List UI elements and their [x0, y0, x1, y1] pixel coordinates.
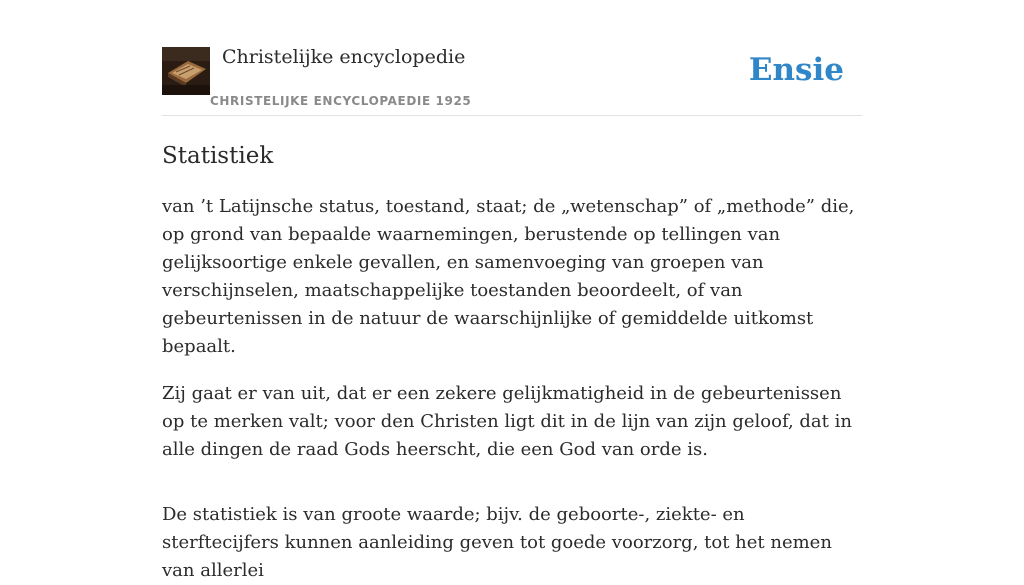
article-title: Statistiek: [162, 143, 274, 169]
page: [162, 0, 862, 585]
site-header: [162, 0, 862, 116]
book-photo-icon: [162, 47, 210, 95]
ensie-logo[interactable]: Ensie: [748, 52, 844, 88]
article-body: [162, 193, 862, 585]
encyclopedia-avatar[interactable]: [162, 47, 210, 95]
site-name[interactable]: Christelijke encyclopedie: [222, 46, 466, 68]
article-paragraph: Zij gaat er van uit, dat er een zekere gelijkmatigheid in de gebeurtenissen op te merken valt; voor den Christen ligt dit in de lijn van zijn geloof, dat in alle dingen de raad Gods heerscht, die een God van orde is.: [162, 383, 852, 460]
article-paragraph: De statistiek is van groote waarde; bijv. de geboorte-, ziekte- en sterftecijfers kunnen aanleiding geven tot goede voorzorg, tot het nemen van allerlei: [162, 504, 832, 581]
article-paragraph: van ’t Latijnsche status, toestand, staat; de „wetenschap” of „methode” die, op grond van bepaalde waarnemingen, berustende op tellingen van gelijksoortige enkele gevallen, en samenvoeging van groepen van verschijnselen, maatschappelijke toestanden beoordeelt, of van gebeurtenissen in de natuur de waarschijnlijke of gemiddelde uitkomst bepaalt.: [162, 196, 855, 357]
site-subtitle: CHRISTELIJKE ENCYCLOPAEDIE 1925: [210, 94, 472, 108]
